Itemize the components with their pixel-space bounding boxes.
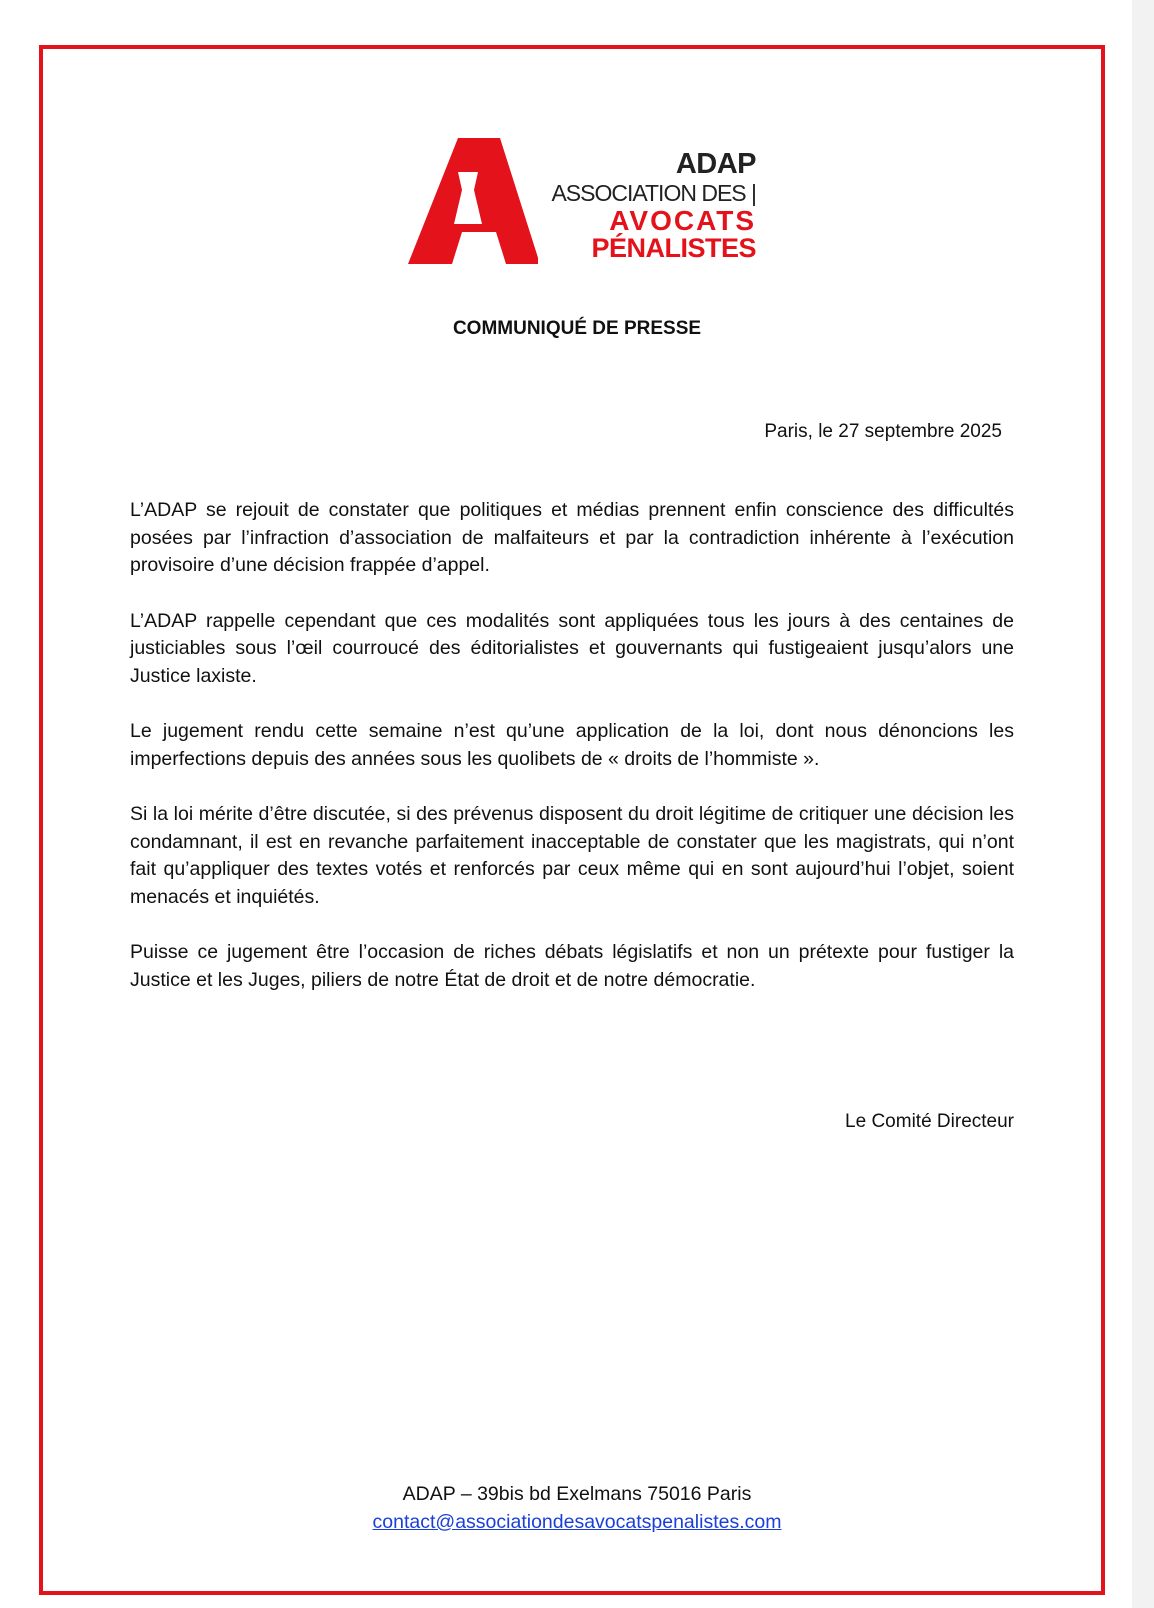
logo-wordmark [543, 150, 756, 262]
page-edge-shadow [1132, 0, 1154, 1608]
paragraph: Le jugement rendu cette semaine n’est qu’une application de la loi, dont nous dénoncions les imperfections depuis des années sous les quolibets de « droits de l’hommiste ». [130, 720, 1014, 770]
contact-email-link[interactable]: contact@associationdesavocatspenalistes.com [372, 1511, 782, 1533]
press-release-body [130, 497, 1014, 1022]
signature: Le Comité Directeur [845, 1111, 1014, 1132]
logo-penalistes-line: PÉNALISTES [591, 233, 756, 263]
footer-address: ADAP – 39bis bd Exelmans 75016 Paris [402, 1483, 752, 1505]
logo-avocats-line: AVOCATS [609, 205, 756, 236]
paragraph: L’ADAP rappelle cependant que ces modalités sont appliquées tous les jours à des centaines de justiciables sous l’œil courroucé des éditorialistes et gouvernants qui fustigeaient jusqu’alors une Justice laxiste. [130, 609, 1014, 687]
document-date: Paris, le 27 septembre 2025 [764, 421, 1002, 442]
footer [0, 1480, 1154, 1536]
letter-a-logo-icon [406, 138, 538, 270]
page-title: COMMUNIQUÉ DE PRESSE [452, 318, 702, 339]
paragraph: Si la loi mérite d’être discutée, si des prévenus disposent du droit légitime de critiquer une décision les condamnant, il est en revanche parfaitement inacceptable de constater que les magistrats, qui n’ont fait qu’appliquer des textes votés et renforcés par ceux même qui en sont aujourd’hui l’objet, soient menacés et inquiétés. [130, 803, 1014, 908]
logo-acronym: ADAP [675, 148, 756, 180]
paragraph: L’ADAP se rejouit de constater que politiques et médias prennent enfin conscience des difficultés posées par l’infraction d’association de malfaiteurs et par la contradiction inhérente à l’exécution provisoire d’une décision frappée d’appel. [130, 499, 1014, 576]
adap-logo [406, 138, 756, 270]
paragraph: Puisse ce jugement être l’occasion de riches débats législatifs et non un prétexte pour fustiger la Justice et les Juges, piliers de notre État de droit et de notre démocratie. [130, 941, 1014, 991]
logo-association-line: ASSOCIATION DES | [551, 180, 756, 206]
